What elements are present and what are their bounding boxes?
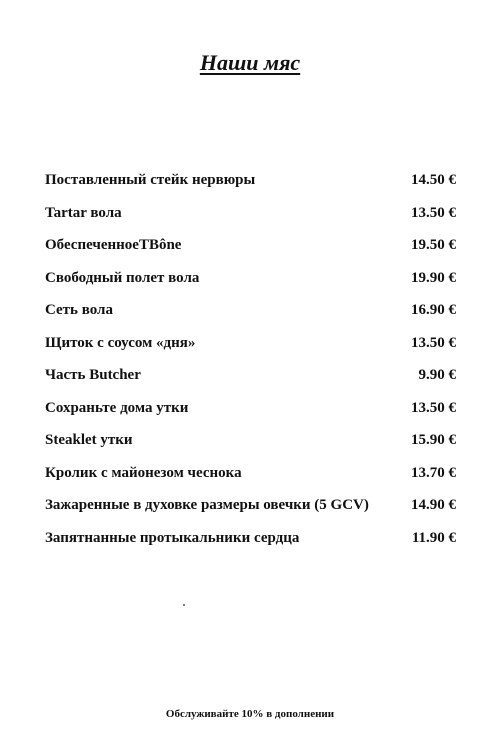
menu-title: Наши мяс [199, 50, 301, 75]
menu-item-price: 19.50 € [411, 237, 456, 253]
menu-item [0, 331, 500, 364]
menu-item-name: ОбеспеченноеTBône [45, 237, 182, 253]
menu-item [0, 461, 500, 494]
menu-item-name: Кролик с майонезом чеснока [45, 464, 242, 481]
menu-item [0, 201, 500, 234]
menu-item-price: 9.90 € [418, 367, 456, 383]
menu-item-name: Свободный полет вола [45, 269, 200, 286]
menu-item-name: Поставленный стейк нервюры [45, 172, 256, 188]
menu-item-name: Щиток с соусом «дня» [45, 334, 196, 351]
scan-speck [183, 604, 185, 606]
menu-item-name: Tartar вола [45, 204, 122, 221]
menu-item-price: 13.70 € [411, 464, 456, 481]
menu-item-name: Сохраньте дома утки [45, 399, 189, 416]
menu-list [0, 168, 500, 558]
menu-item [0, 233, 500, 266]
menu-item-price: 15.90 € [411, 432, 456, 448]
menu-item [0, 526, 500, 559]
menu-item-price: 13.50 € [411, 204, 456, 221]
menu-item [0, 428, 500, 461]
menu-item-price: 14.50 € [411, 172, 456, 188]
menu-item [0, 396, 500, 429]
menu-item [0, 493, 500, 526]
menu-item-price: 13.50 € [411, 399, 456, 416]
menu-item-price: 16.90 € [411, 302, 456, 318]
menu-item-price: 11.90 € [411, 529, 456, 546]
menu-item-name: Запятнанные протыкальники сердца [45, 529, 300, 546]
menu-item-price: 19.90 € [411, 269, 456, 286]
service-charge-note: Обслуживайте 10% в дополнении [165, 708, 335, 720]
menu-item-price: 14.90 € [411, 497, 456, 513]
menu-item [0, 363, 500, 396]
menu-item-price: 13.50 € [411, 334, 456, 351]
menu-item-name: Часть Butcher [45, 367, 141, 383]
menu-item-name: Сеть вола [45, 302, 113, 318]
menu-item [0, 266, 500, 299]
menu-item-name: Steaklet утки [45, 432, 133, 448]
menu-item [0, 298, 500, 331]
menu-item-name: Зажаренные в духовке размеры овечки (5 GCV) [45, 497, 369, 513]
menu-item [0, 168, 500, 201]
